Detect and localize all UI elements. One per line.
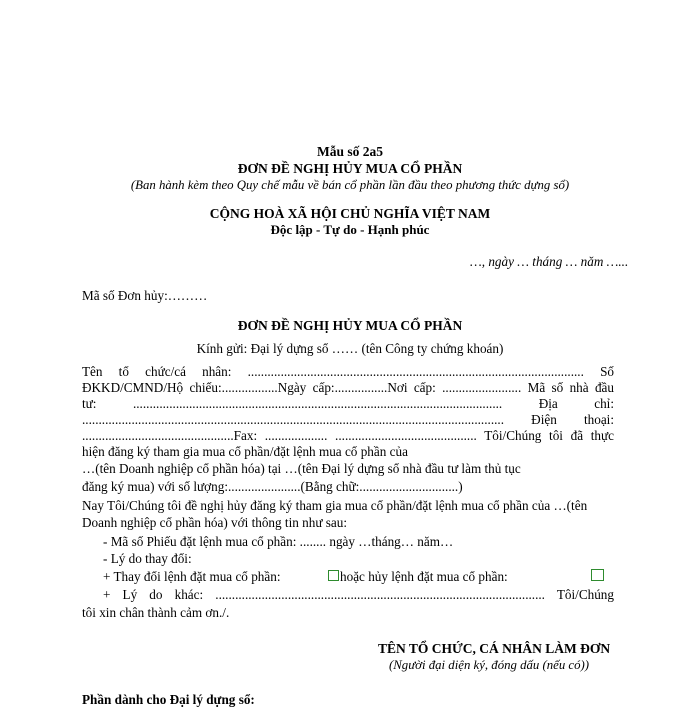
body-line-10: Doanh nghiệp cổ phần hóa) với thông tin như sau: [82, 515, 348, 530]
cancel-order-label: hoặc hủy lệnh đặt mua cổ phần: [340, 569, 508, 584]
other-reason-item: + Lý do khác: .................................................................................................... Tôi/Chúng [103, 587, 614, 602]
body-line-7: …(tên Doanh nghiệp cổ phần hóa) tại …(tên Đại lý dựng sổ nhà đầu tư làm thủ tục [82, 461, 521, 476]
signature-title: TÊN TỔ CHỨC, CÁ NHÂN LÀM ĐƠN [378, 641, 611, 656]
issued-note: (Ban hành kèm theo Quy chế mẫu về bán cổ phần lần đầu theo phương thức dựng sổ) [130, 178, 570, 192]
body-line-1: Tên tổ chức/cá nhân: ...................................................................................................... Số [82, 364, 614, 379]
body-line-6: hiện đăng ký tham gia mua cổ phần/đặt lệnh mua cổ phần của [82, 444, 408, 459]
agent-section-label: Phần dành cho Đại lý dựng sổ: [82, 692, 255, 707]
date-line: …, ngày … tháng … năm …... [470, 254, 629, 269]
body-line-9: Nay Tôi/Chúng tôi đề nghị hủy đăng ký tham gia mua cổ phần/đặt lệnh mua cổ phần của …(tên [82, 498, 588, 513]
form-header-title: ĐƠN ĐỀ NGHỊ HỦY MUA CỔ PHẦN [237, 161, 463, 176]
signature-note: (Người đại diện ký, đóng dấu (nếu có)) [389, 658, 590, 672]
form-number: Mẫu số 2a5 [316, 144, 383, 159]
addressee: Kính gửi: Đại lý dựng sổ …… (tên Công ty chứng khoán) [196, 341, 504, 356]
body-line-2: ĐKKD/CMND/Hộ chiếu:.................Ngày cấp:................Nơi cấp: ........................ Mã số nhà đầu [82, 380, 614, 395]
closing-thanks: tôi xin chân thành cảm ơn./. [82, 605, 230, 620]
order-code-item: - Mã số Phiếu đặt lệnh mua cổ phần: ........ ngày …tháng… năm… [103, 534, 454, 549]
body-line-5: ..............................................Fax: ................... ........................................... Tôi/Chúng tôi đã thực [82, 428, 614, 443]
body-line-8: đăng ký mua) với số lượng:......................(Bằng chữ:..............................) [82, 479, 463, 494]
motto: Độc lập - Tự do - Hạnh phúc [270, 222, 430, 237]
body-line-4: ................................................................................................................................ Điện thoại: [82, 412, 614, 427]
cancel-order-checkbox[interactable] [591, 569, 604, 581]
change-reason-item: - Lý do thay đổi: [103, 551, 192, 566]
change-order-checkbox[interactable] [328, 570, 339, 581]
change-order-label: + Thay đổi lệnh đặt mua cổ phần: [103, 569, 281, 584]
body-line-3: tư: ................................................................................................................ Địa chỉ: [82, 396, 614, 411]
form-title: ĐƠN ĐỀ NGHỊ HỦY MUA CỔ PHẦN [237, 318, 463, 333]
cancel-code-label: Mã số Đơn hủy:……… [82, 288, 208, 303]
nation-heading: CỘNG HOÀ XÃ HỘI CHỦ NGHĨA VIỆT NAM [209, 206, 491, 221]
